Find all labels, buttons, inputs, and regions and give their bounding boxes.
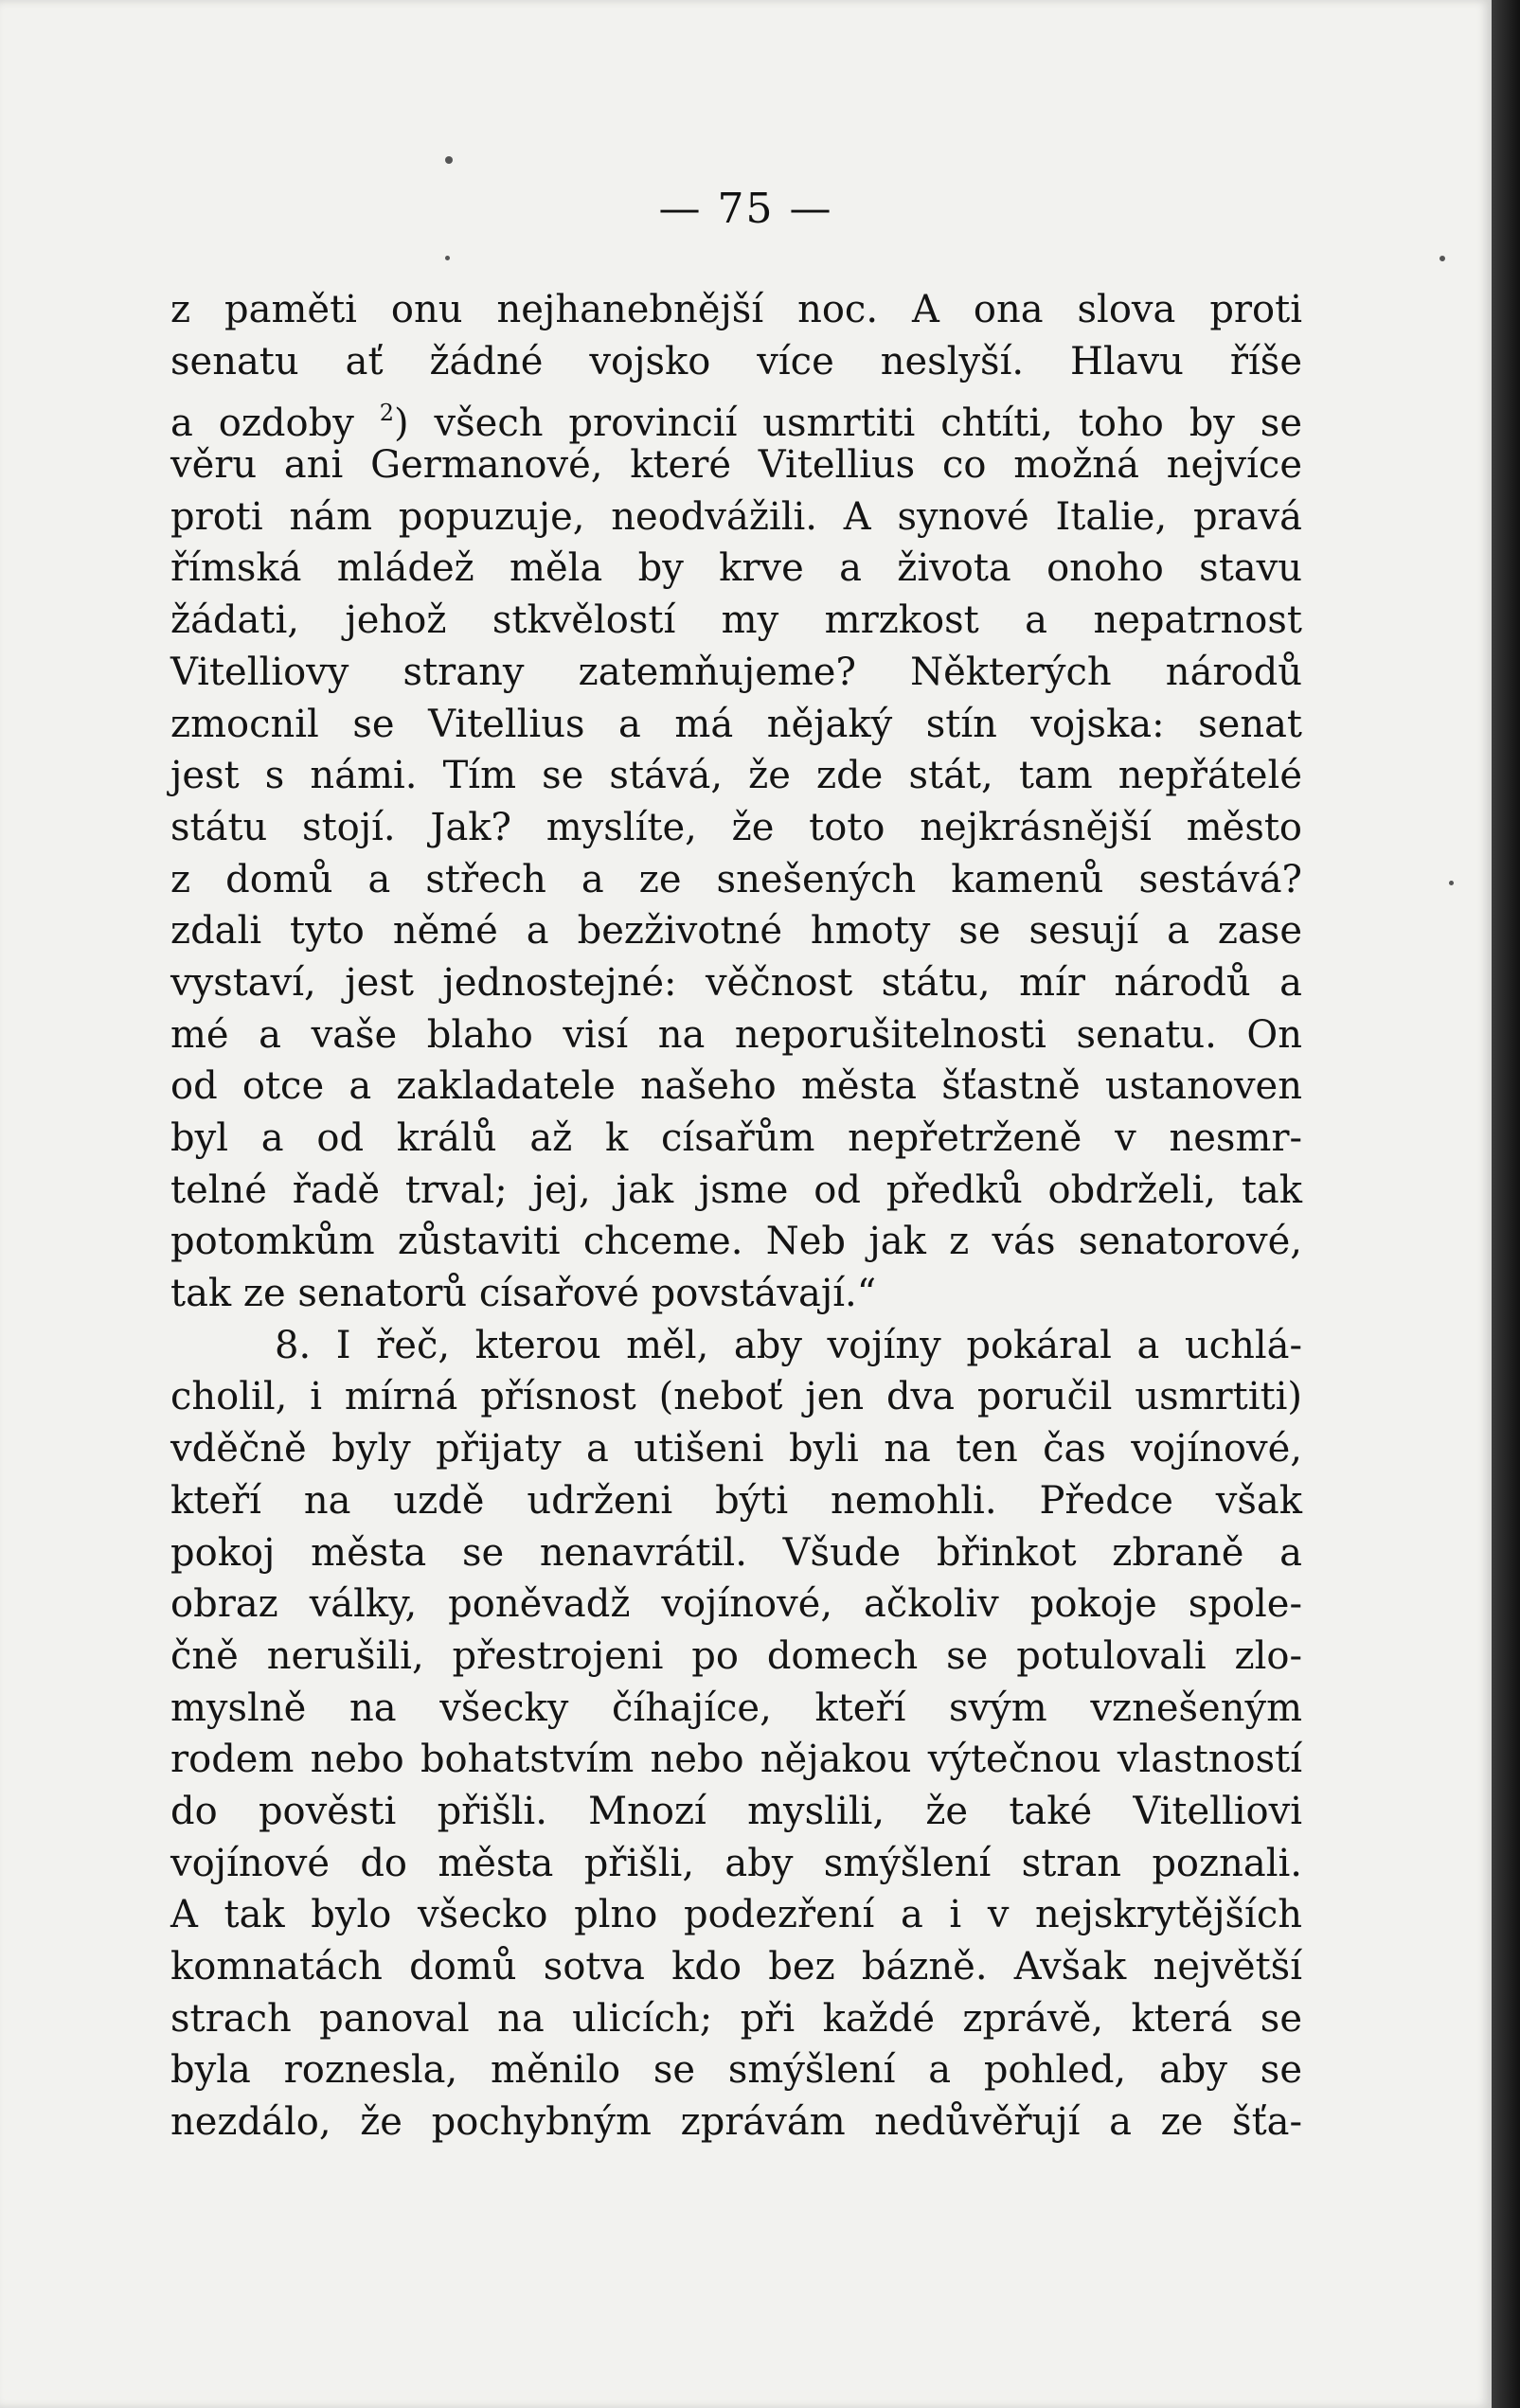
text-line: vděčně byly přijaty a utišeni byli na ten čas vojínové,: [170, 1427, 1302, 1472]
text-line: rodem nebo bohatstvím nebo nějakou výtečnou vlastností: [170, 1738, 1302, 1782]
print-speck: [1440, 256, 1445, 261]
text-line: do pověsti přišli. Mnozí myslili, že také Vitelliovi: [170, 1789, 1302, 1833]
text-line: římská mládež měla by krve a života onoho stavu: [170, 546, 1302, 591]
text-line: senatu ať žádné vojsko více neslyší. Hlavu říše: [170, 339, 1302, 383]
text-line: proti nám popuzuje, neodvážili. A synové Italie, pravá: [170, 494, 1302, 539]
text-segment: ) všech provincií usmrtiti chtíti, toho by se: [394, 401, 1303, 446]
text-line: [170, 387, 1303, 446]
text-line: pokoj města se nenavrátil. Všude břinkot zbraně a: [170, 1530, 1302, 1575]
text-line: čně nerušili, přestrojeni po domech se potulovali zlo-: [170, 1633, 1302, 1678]
text-line: z paměti onu nejhanebnější noc. A ona slova proti: [170, 288, 1302, 331]
text-line: byl a od králů až k císařům nepřetrženě v nesmr-: [170, 1116, 1302, 1160]
text-line: věru ani Germanové, které Vitellius co možná nejvíce: [170, 443, 1302, 488]
text-line: vojínové do města přišli, aby smýšlení stran poznali.: [170, 1841, 1302, 1885]
text-line: obraz války, poněvadž vojínové, ačkoliv pokoje spole-: [170, 1582, 1302, 1627]
text-line: z domů a střech a ze snešených kamenů sestává?: [170, 857, 1302, 901]
text-line: nezdálo, že pochybným zprávám nedůvěřují a ze šťa-: [170, 2100, 1302, 2145]
page-edge-shadow: [1492, 0, 1520, 2408]
footnote-marker: 2: [379, 400, 395, 427]
text-line: Vitelliovy strany zatemňujeme? Některých národů: [170, 650, 1302, 694]
text-line: telné řadě trval; jej, jak jsme od předků obdrželi, tak: [170, 1168, 1302, 1212]
text-line: cholil, i mírná přísnost (neboť jen dva poručil usmrtiti): [170, 1375, 1302, 1419]
body-text: [170, 284, 1302, 2149]
text-line: žádati, jehož stkvělostí my mrzkost a nepatrnost: [170, 598, 1302, 643]
page-number: — 75 —: [658, 185, 833, 233]
text-line: strach panoval na ulicích; při každé zprávě, která se: [170, 1996, 1302, 2041]
text-line: komnatách domů sotva kdo bez bázně. Avšak největší: [170, 1945, 1302, 1989]
text-line: myslně na všecky číhajíce, kteří svým vznešeným: [170, 1686, 1302, 1730]
print-speck: [445, 156, 453, 164]
text-line: A tak bylo všecko plno podezření a i v nejskrytějších: [170, 1893, 1302, 1937]
text-line: potomkům zůstaviti chceme. Neb jak z vás senatorové,: [170, 1220, 1302, 1264]
text-line: 8. I řeč, kterou měl, aby vojíny pokáral a uchlá-: [275, 1323, 1302, 1367]
text-line: zmocnil se Vitellius a má nějaký stín vojska: senat: [170, 702, 1302, 746]
text-line: zdali tyto němé a bezživotné hmoty se sesují a zase: [170, 909, 1302, 954]
text-line: tak ze senatorů císařové povstávají.“: [170, 1272, 877, 1316]
print-speck: [445, 256, 450, 260]
text-line: byla roznesla, měnilo se smýšlení a pohled, aby se: [170, 2048, 1302, 2093]
print-speck: [1449, 881, 1454, 885]
text-line: mé a vaše blaho visí na neporušitelnosti senatu. On: [170, 1012, 1302, 1057]
text-line: státu stojí. Jak? myslíte, že toto nejkrásnější město: [170, 805, 1302, 849]
text-line: kteří na uzdě udrženi býti nemohli. Předce však: [170, 1478, 1302, 1523]
text-segment: a ozdoby: [170, 401, 380, 446]
text-line: jest s námi. Tím se stává, že zde stát, tam nepřátelé: [170, 754, 1302, 798]
text-line: od otce a zakladatele našeho města šťastně ustanoven: [170, 1064, 1302, 1109]
text-line: vystaví, jest jednostejné: věčnost státu, mír národů a: [170, 960, 1302, 1005]
